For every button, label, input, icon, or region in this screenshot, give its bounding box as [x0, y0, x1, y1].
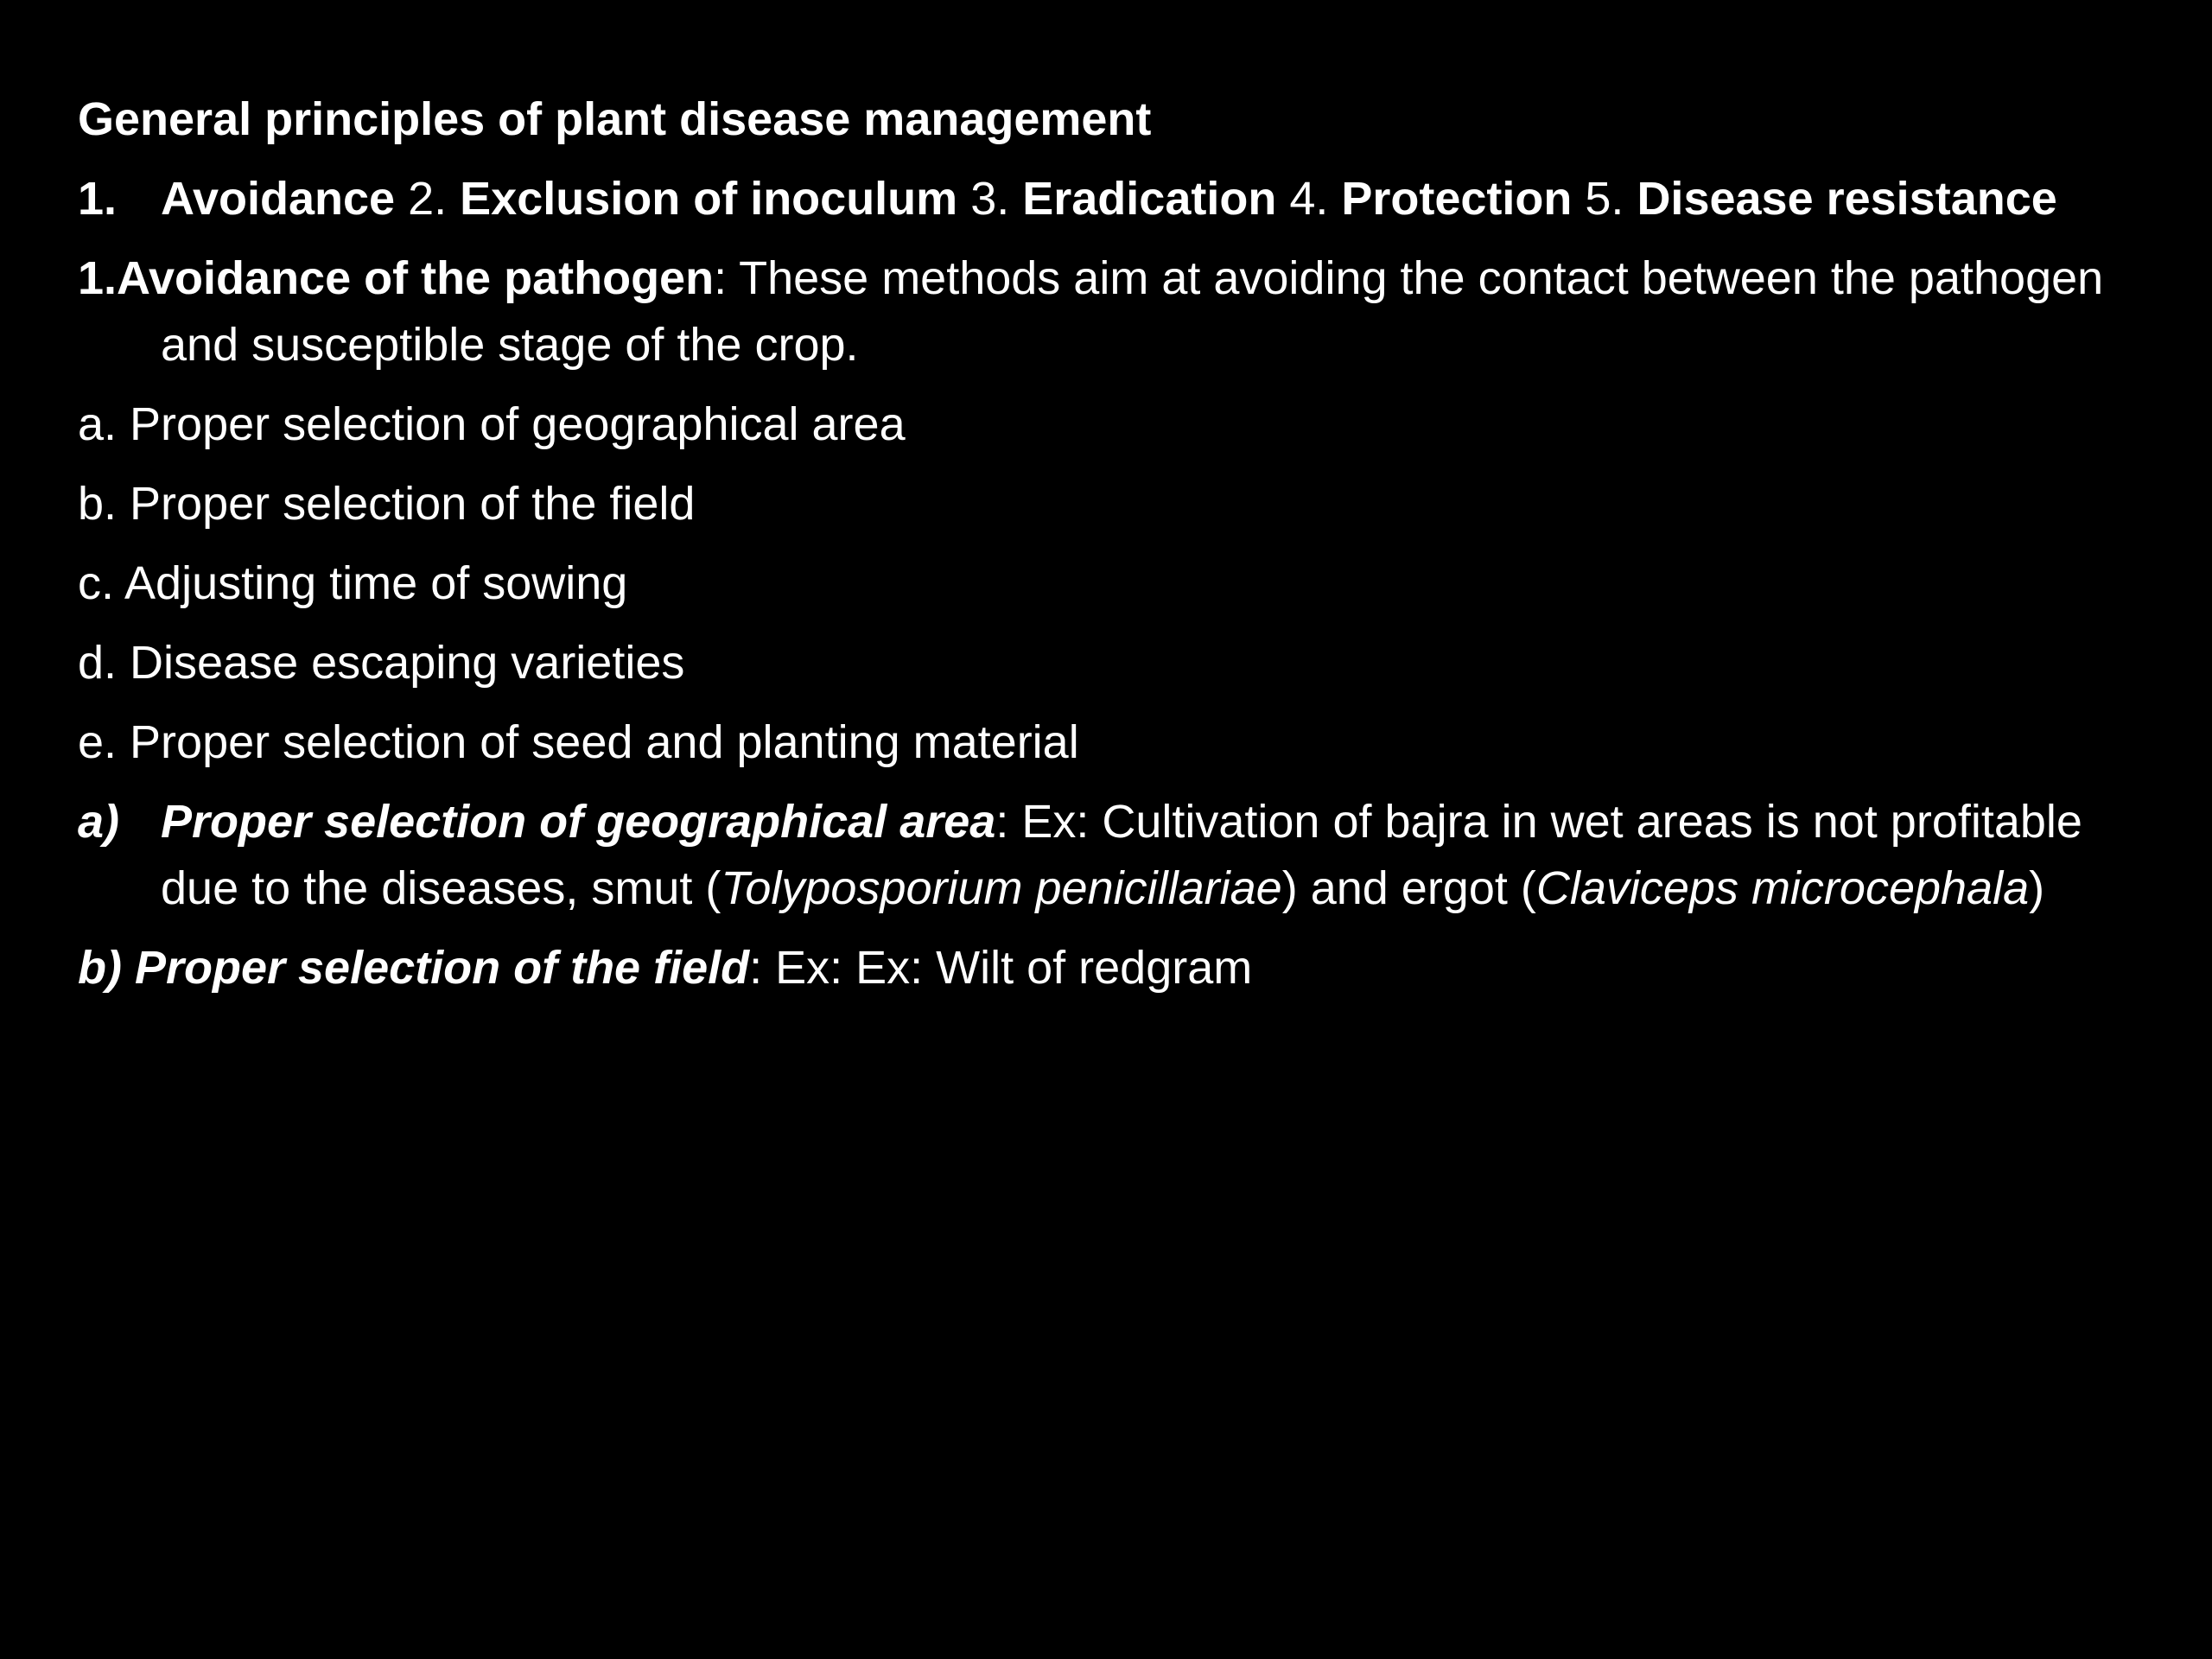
- detail-a-heading: Proper selection of geographical area: [161, 796, 996, 848]
- detail-a-text-2: ) and ergot (: [1281, 862, 1536, 914]
- detail-b-paragraph: [78, 935, 2143, 1001]
- method-item-b: b. Proper selection of the field: [78, 478, 696, 530]
- detail-a-text-1: : Ex: Cultivation of bajra in wet areas is not profitable due to the diseases, smut (: [161, 796, 2082, 914]
- avoidance-paragraph: [78, 245, 2143, 378]
- principles-list: [78, 166, 2143, 232]
- method-item-d: d. Disease escaping varieties: [78, 637, 685, 689]
- principle-number-3: 3.: [957, 173, 1023, 225]
- detail-a-species-ergot: Claviceps microcephala: [1535, 862, 2030, 914]
- principle-exclusion: Exclusion of inoculum: [460, 173, 958, 225]
- principle-resistance: Disease resistance: [1637, 173, 2057, 225]
- principle-number-5: 5.: [1572, 173, 1637, 225]
- method-item-a: a. Proper selection of geographical area: [78, 398, 906, 450]
- avoidance-text: : These methods aim at avoiding the contact between the pathogen and susceptible stage of the crop.: [161, 252, 2104, 371]
- detail-b-text: : Ex: Ex: Wilt of redgram: [749, 942, 1253, 994]
- principles-marker: 1.: [78, 173, 118, 225]
- principle-number-2: 2.: [395, 173, 461, 225]
- detail-a-marker: a): [78, 796, 120, 848]
- principle-eradication: Eradication: [1022, 173, 1277, 225]
- principle-number-4: 4.: [1276, 173, 1342, 225]
- detail-a-paragraph: [78, 789, 2143, 922]
- method-item-c: c. Adjusting time of sowing: [78, 557, 628, 609]
- principle-avoidance: Avoidance: [161, 173, 396, 225]
- detail-a-text-3: ): [2029, 862, 2045, 914]
- method-item-e: e. Proper selection of seed and planting material: [78, 716, 1079, 768]
- principle-protection: Protection: [1341, 173, 1573, 225]
- detail-b-heading: b) Proper selection of the field: [78, 942, 750, 994]
- slide-title: General principles of plant disease management: [78, 93, 1152, 145]
- detail-a-species-smut: Tolyposporium penicillariae: [721, 862, 1282, 914]
- slide-content: [78, 86, 2143, 1014]
- avoidance-heading: 1.Avoidance of the pathogen: [78, 252, 715, 304]
